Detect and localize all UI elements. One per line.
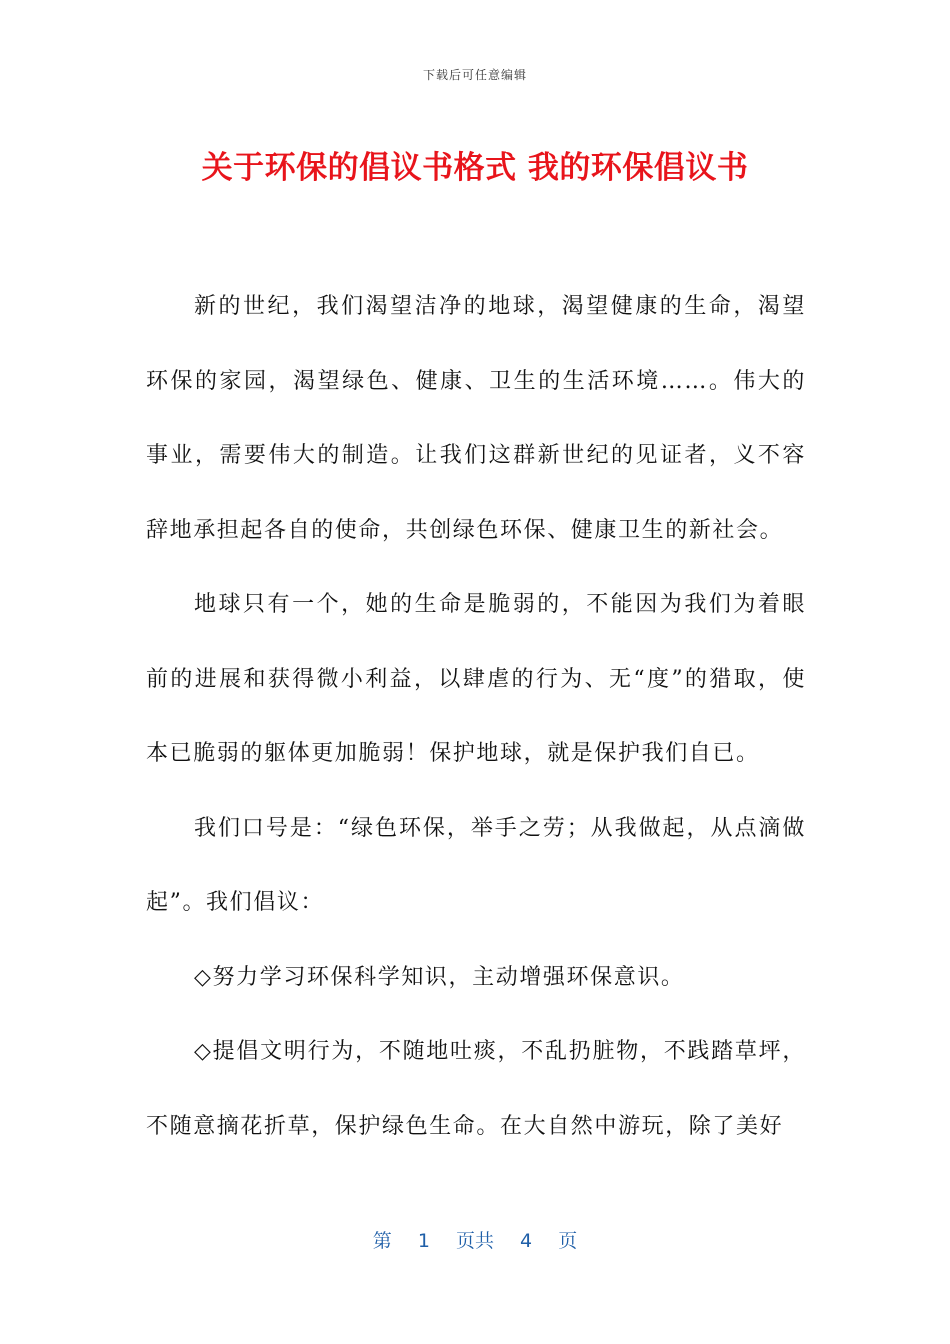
- page-label-suffix: 页: [558, 1230, 578, 1252]
- document-body: [146, 270, 806, 1164]
- page-label-mid: 页共: [455, 1230, 494, 1252]
- page-footer: [0, 1226, 950, 1253]
- paragraph-earth: 地球只有一个，她的生命是脆弱的，不能因为我们为着眼前的进展和获得微小利益，以肆虐的行为、无“度”的猎取，使本已脆弱的躯体更加脆弱！保护地球，就是保护我们自已。: [146, 592, 806, 766]
- paragraph-slogan: 我们口号是：“绿色环保，举手之劳；从我做起，从点滴做起”。我们倡议：: [146, 815, 806, 915]
- proposal-item: ◇提倡文明行为，不随地吐痰，不乱扔脏物，不践踏草坪，不随意摘花折草，保护绿色生命。在大自然中游玩，除了美好: [146, 1039, 806, 1139]
- page-label-prefix: 第: [372, 1230, 392, 1252]
- document-title: 关于环保的倡议书格式 我的环保倡议书: [201, 150, 749, 186]
- current-page-number: 1: [417, 1230, 430, 1252]
- proposal-item: ◇努力学习环保科学知识，主动增强环保意识。: [194, 964, 685, 990]
- header-note: 下载后可任意编辑: [422, 68, 527, 82]
- total-pages-number: 4: [520, 1230, 533, 1252]
- paragraph-intro: 新的世纪，我们渴望洁净的地球，渴望健康的生命，渴望环保的家园，渴望绿色、健康、卫生的生活环境……。伟大的事业，需要伟大的制造。让我们这群新世纪的见证者，义不容辞地承担起各自的使命，共创绿色环保、健康卫生的新社会。: [146, 294, 806, 543]
